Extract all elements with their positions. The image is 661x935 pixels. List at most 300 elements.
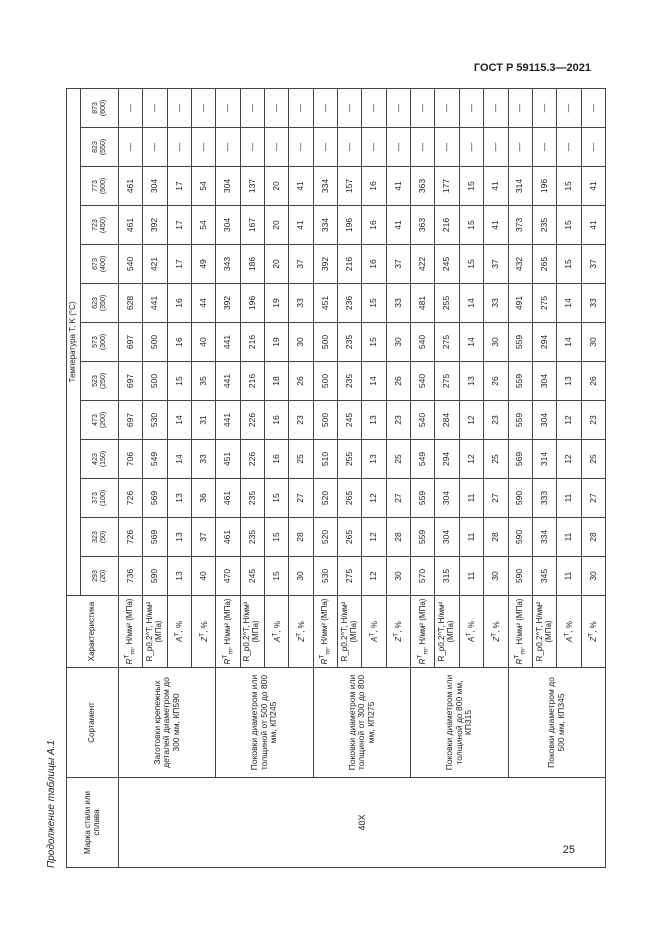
value-cell: 20 <box>265 167 289 206</box>
value-cell: 345 <box>532 557 556 596</box>
header-temp-0 <box>81 557 119 596</box>
value-cell: 275 <box>338 557 362 596</box>
value-cell: — <box>167 88 191 127</box>
value-cell: 25 <box>581 440 605 479</box>
value-cell: 13 <box>362 401 386 440</box>
value-cell: 736 <box>119 557 143 596</box>
value-cell: 304 <box>435 518 459 557</box>
table-body <box>119 88 606 867</box>
value-cell: — <box>119 88 143 127</box>
value-cell: 27 <box>484 479 508 518</box>
value-cell: — <box>289 128 313 167</box>
value-cell: 559 <box>508 362 532 401</box>
value-cell: 392 <box>216 284 240 323</box>
characteristic-label: $R^T_m$, Н/мм² (МПа) <box>415 598 430 665</box>
value-cell: — <box>484 88 508 127</box>
header-temp-9 <box>81 206 119 245</box>
value-cell: 500 <box>313 401 337 440</box>
characteristic-label: $R^T_m$, Н/мм² (МПа) <box>318 598 332 665</box>
characteristic-cell <box>143 596 167 668</box>
temp-celsius: (500) <box>99 177 107 195</box>
value-cell: 559 <box>508 323 532 362</box>
characteristic-label: $R^T_m$, Н/мм² (МПа) <box>221 598 235 665</box>
value-cell: 41 <box>581 167 605 206</box>
value-cell: 41 <box>386 167 410 206</box>
header-temp-7 <box>81 284 119 323</box>
value-cell: 54 <box>192 167 216 206</box>
value-cell: 16 <box>167 323 191 362</box>
table-row <box>508 88 532 867</box>
characteristic-cell <box>484 596 508 668</box>
characteristic-cell <box>265 596 289 668</box>
value-cell: — <box>411 88 435 127</box>
value-cell: 41 <box>386 206 410 245</box>
value-cell: — <box>484 128 508 167</box>
value-cell: 17 <box>167 167 191 206</box>
value-cell: 12 <box>459 401 483 440</box>
value-cell: 23 <box>581 401 605 440</box>
value-cell: 30 <box>484 557 508 596</box>
value-cell: 363 <box>411 206 435 245</box>
value-cell: 530 <box>313 557 337 596</box>
value-cell: 33 <box>289 284 313 323</box>
value-cell: 235 <box>532 206 556 245</box>
value-cell: 461 <box>216 518 240 557</box>
value-cell: — <box>435 128 459 167</box>
header-temp-6 <box>81 323 119 362</box>
value-cell: 334 <box>313 206 337 245</box>
value-cell: 28 <box>386 518 410 557</box>
value-cell: 235 <box>338 323 362 362</box>
value-cell: 13 <box>557 362 581 401</box>
value-cell: 697 <box>119 323 143 362</box>
value-cell: 27 <box>386 479 410 518</box>
value-cell: 13 <box>362 440 386 479</box>
characteristic-label: $Z^T$, % <box>197 621 209 642</box>
value-cell: 25 <box>386 440 410 479</box>
value-cell: 196 <box>240 284 264 323</box>
value-cell: 304 <box>216 206 240 245</box>
value-cell: 470 <box>216 557 240 596</box>
value-cell: 491 <box>508 284 532 323</box>
value-cell: 441 <box>216 401 240 440</box>
value-cell: 697 <box>119 362 143 401</box>
assortment-cell: Заготовки крепежных деталей диаметром до 300 мм, КП590 <box>119 668 216 778</box>
characteristic-label: $Z^T$, % <box>587 621 599 642</box>
value-cell: 304 <box>216 167 240 206</box>
value-cell: 14 <box>167 401 191 440</box>
value-cell: 35 <box>192 362 216 401</box>
value-cell: 41 <box>289 167 313 206</box>
characteristic-label: $A^T$, % <box>563 621 574 642</box>
value-cell: 255 <box>338 440 362 479</box>
value-cell: 37 <box>484 245 508 284</box>
value-cell: 540 <box>411 401 435 440</box>
value-cell: 461 <box>119 206 143 245</box>
value-cell: 19 <box>265 284 289 323</box>
value-cell: 16 <box>265 440 289 479</box>
value-cell: 30 <box>289 557 313 596</box>
value-cell: 177 <box>435 167 459 206</box>
value-cell: 275 <box>435 323 459 362</box>
value-cell: 31 <box>192 401 216 440</box>
value-cell: 13 <box>167 557 191 596</box>
characteristic-label: $A^T$, % <box>173 621 185 642</box>
value-cell: 28 <box>581 518 605 557</box>
value-cell: 11 <box>459 557 483 596</box>
value-cell: 23 <box>484 401 508 440</box>
characteristic-cell <box>289 596 313 668</box>
value-cell: — <box>216 128 240 167</box>
temp-celsius: (100) <box>99 489 107 507</box>
value-cell: 44 <box>192 284 216 323</box>
value-cell: 726 <box>119 518 143 557</box>
value-cell: 510 <box>313 440 337 479</box>
characteristic-label: R_p0,2^T, Н/мм² (МПа) <box>339 601 358 662</box>
value-cell: 167 <box>240 206 264 245</box>
value-cell: 245 <box>338 401 362 440</box>
value-cell: 590 <box>508 479 532 518</box>
value-cell: 186 <box>240 245 264 284</box>
value-cell: 49 <box>192 245 216 284</box>
value-cell: 13 <box>167 518 191 557</box>
assortment-cell: Поковки диаметром или толщиной от 500 до 800 мм, КП245 <box>216 668 313 778</box>
value-cell: 30 <box>581 323 605 362</box>
value-cell: 30 <box>386 323 410 362</box>
value-cell: 275 <box>435 362 459 401</box>
value-cell: 216 <box>240 362 264 401</box>
value-cell: 569 <box>508 440 532 479</box>
value-cell: 304 <box>532 401 556 440</box>
value-cell: 54 <box>192 206 216 245</box>
temp-kelvin: 673 <box>92 258 100 270</box>
value-cell: 392 <box>143 206 167 245</box>
value-cell: 33 <box>192 440 216 479</box>
value-cell: 27 <box>289 479 313 518</box>
value-cell: 15 <box>362 323 386 362</box>
value-cell: — <box>313 128 337 167</box>
value-cell: 461 <box>119 167 143 206</box>
value-cell: 30 <box>289 323 313 362</box>
value-cell: 15 <box>557 245 581 284</box>
value-cell: 540 <box>119 245 143 284</box>
value-cell: 26 <box>386 362 410 401</box>
value-cell: 37 <box>581 245 605 284</box>
value-cell: — <box>265 128 289 167</box>
temp-kelvin: 373 <box>92 492 100 504</box>
value-cell: 421 <box>143 245 167 284</box>
characteristic-cell <box>508 596 532 668</box>
temp-celsius: (200) <box>99 411 107 429</box>
grade-cell: 40Х <box>119 778 606 868</box>
value-cell: 540 <box>411 323 435 362</box>
value-cell: — <box>240 128 264 167</box>
value-cell: 36 <box>192 479 216 518</box>
value-cell: 559 <box>411 518 435 557</box>
value-cell: 500 <box>143 323 167 362</box>
value-cell: 549 <box>143 440 167 479</box>
value-cell: — <box>289 88 313 127</box>
value-cell: 37 <box>289 245 313 284</box>
characteristic-label: $Z^T$, % <box>490 621 501 642</box>
characteristic-label: $A^T$, % <box>465 621 477 642</box>
value-cell: 16 <box>265 401 289 440</box>
temp-kelvin: 623 <box>92 297 100 309</box>
value-cell: 15 <box>265 557 289 596</box>
value-cell: — <box>338 128 362 167</box>
header-grade: Марка стали или сплава <box>67 778 119 868</box>
header-temp-4 <box>81 401 119 440</box>
value-cell: 363 <box>411 167 435 206</box>
value-cell: 284 <box>435 401 459 440</box>
value-cell: 12 <box>362 518 386 557</box>
value-cell: 14 <box>557 323 581 362</box>
value-cell: 28 <box>289 518 313 557</box>
value-cell: 14 <box>557 284 581 323</box>
value-cell: 15 <box>265 518 289 557</box>
value-cell: — <box>532 128 556 167</box>
characteristic-label: $A^T$, % <box>270 621 282 642</box>
value-cell: 569 <box>143 479 167 518</box>
value-cell: — <box>581 128 605 167</box>
value-cell: 11 <box>459 518 483 557</box>
characteristic-cell <box>581 596 605 668</box>
value-cell: — <box>240 88 264 127</box>
value-cell: 28 <box>484 518 508 557</box>
value-cell: 15 <box>167 362 191 401</box>
value-cell: — <box>532 88 556 127</box>
value-cell: 441 <box>143 284 167 323</box>
assortment-cell: Поковки диаметром или толщиной от 300 до 800 мм, КП275 <box>313 668 410 778</box>
value-cell: 461 <box>216 479 240 518</box>
characteristic-cell <box>459 596 483 668</box>
characteristic-cell <box>532 596 556 668</box>
value-cell: — <box>508 128 532 167</box>
value-cell: — <box>386 128 410 167</box>
value-cell: 23 <box>386 401 410 440</box>
value-cell: 569 <box>143 518 167 557</box>
value-cell: 37 <box>192 518 216 557</box>
characteristic-cell <box>557 596 581 668</box>
temp-kelvin: 823 <box>92 141 100 153</box>
value-cell: 451 <box>216 440 240 479</box>
value-cell: 17 <box>167 206 191 245</box>
value-cell: 304 <box>435 479 459 518</box>
temp-celsius: (400) <box>99 255 107 273</box>
value-cell: 41 <box>581 206 605 245</box>
value-cell: 196 <box>338 206 362 245</box>
header-temp-8 <box>81 245 119 284</box>
value-cell: 15 <box>557 167 581 206</box>
value-cell: — <box>581 88 605 127</box>
value-cell: 373 <box>508 206 532 245</box>
temp-kelvin: 773 <box>92 180 100 192</box>
value-cell: 25 <box>289 440 313 479</box>
value-cell: 30 <box>386 557 410 596</box>
value-cell: — <box>313 88 337 127</box>
characteristic-cell <box>216 596 240 668</box>
value-cell: 15 <box>265 479 289 518</box>
value-cell: 235 <box>338 362 362 401</box>
value-cell: 422 <box>411 245 435 284</box>
value-cell: 41 <box>289 206 313 245</box>
document-standard-header: ГОСТ Р 59115.3—2021 <box>473 62 591 74</box>
value-cell: 12 <box>557 401 581 440</box>
value-cell: 26 <box>484 362 508 401</box>
value-cell: 137 <box>240 167 264 206</box>
temp-kelvin: 723 <box>92 219 100 231</box>
value-cell: 20 <box>265 245 289 284</box>
temp-kelvin: 423 <box>92 453 100 465</box>
value-cell: — <box>362 128 386 167</box>
value-cell: 16 <box>167 284 191 323</box>
value-cell: 196 <box>532 167 556 206</box>
value-cell: — <box>362 88 386 127</box>
value-cell: 14 <box>459 323 483 362</box>
value-cell: 500 <box>143 362 167 401</box>
value-cell: 314 <box>532 440 556 479</box>
page-number: 25 <box>562 844 575 856</box>
value-cell: 11 <box>557 479 581 518</box>
value-cell: 30 <box>484 323 508 362</box>
value-cell: 26 <box>581 362 605 401</box>
value-cell: 570 <box>411 557 435 596</box>
value-cell: 235 <box>240 518 264 557</box>
value-cell: 255 <box>435 284 459 323</box>
header-temp-12 <box>81 88 119 127</box>
rotated-table-area <box>46 88 606 868</box>
temp-celsius: (550) <box>99 138 107 156</box>
value-cell: — <box>216 88 240 127</box>
value-cell: 530 <box>143 401 167 440</box>
value-cell: 559 <box>508 401 532 440</box>
table-row <box>411 88 435 867</box>
value-cell: 216 <box>240 323 264 362</box>
temp-celsius: (150) <box>99 450 107 468</box>
value-cell: 18 <box>265 362 289 401</box>
assortment-cell: Поковки диаметром или толщиной до 800 мм, КП315 <box>411 668 508 778</box>
value-cell: 40 <box>192 323 216 362</box>
characteristic-label: R_p0,2^T, Н/мм² (МПа) <box>242 601 261 662</box>
value-cell: 314 <box>508 167 532 206</box>
characteristic-label: R_p0,2^T, Н/мм² (МПа) <box>437 601 456 662</box>
value-cell: 12 <box>459 440 483 479</box>
value-cell: 590 <box>508 557 532 596</box>
value-cell: — <box>192 128 216 167</box>
value-cell: — <box>459 88 483 127</box>
header-characteristic: Характеристика <box>67 596 119 668</box>
header-temp-1 <box>81 518 119 557</box>
value-cell: 706 <box>119 440 143 479</box>
value-cell: 15 <box>459 206 483 245</box>
value-cell: 12 <box>362 479 386 518</box>
value-cell: 16 <box>362 206 386 245</box>
temp-kelvin: 573 <box>92 336 100 348</box>
value-cell: 441 <box>216 323 240 362</box>
temp-celsius: (350) <box>99 294 107 312</box>
characteristic-cell <box>167 596 191 668</box>
value-cell: 265 <box>338 518 362 557</box>
value-cell: 549 <box>411 440 435 479</box>
value-cell: — <box>435 88 459 127</box>
value-cell: 14 <box>362 362 386 401</box>
header-temp-11 <box>81 128 119 167</box>
value-cell: — <box>338 88 362 127</box>
temp-celsius: (300) <box>99 333 107 351</box>
temp-kelvin: 873 <box>92 102 100 114</box>
characteristic-cell <box>435 596 459 668</box>
characteristic-cell <box>192 596 216 668</box>
value-cell: 333 <box>532 479 556 518</box>
value-cell: 540 <box>411 362 435 401</box>
value-cell: 559 <box>411 479 435 518</box>
temp-celsius: (20) <box>99 569 107 583</box>
value-cell: 14 <box>167 440 191 479</box>
characteristic-label: $A^T$, % <box>368 621 379 642</box>
header-temperature: Температура T, K (°C) <box>67 88 81 595</box>
value-cell: 590 <box>143 557 167 596</box>
header-temp-10 <box>81 167 119 206</box>
temp-kelvin: 323 <box>92 531 100 543</box>
value-cell: 12 <box>362 557 386 596</box>
value-cell: 500 <box>313 323 337 362</box>
characteristic-cell <box>338 596 362 668</box>
temp-celsius: (250) <box>99 372 107 390</box>
value-cell: 13 <box>459 362 483 401</box>
value-cell: 304 <box>532 362 556 401</box>
value-cell: 33 <box>484 284 508 323</box>
value-cell: 226 <box>240 440 264 479</box>
value-cell: — <box>459 128 483 167</box>
value-cell: — <box>386 88 410 127</box>
value-cell: 334 <box>313 167 337 206</box>
value-cell: — <box>265 88 289 127</box>
characteristic-cell <box>362 596 386 668</box>
characteristic-cell <box>386 596 410 668</box>
value-cell: 216 <box>435 206 459 245</box>
value-cell: 40 <box>192 557 216 596</box>
value-cell: 11 <box>459 479 483 518</box>
value-cell: 334 <box>532 518 556 557</box>
value-cell: — <box>143 88 167 127</box>
value-cell: 41 <box>484 167 508 206</box>
header-temp-2 <box>81 479 119 518</box>
header-temp-3 <box>81 440 119 479</box>
value-cell: — <box>557 128 581 167</box>
value-cell: — <box>167 128 191 167</box>
value-cell: 216 <box>338 245 362 284</box>
table-row <box>216 88 240 867</box>
value-cell: — <box>557 88 581 127</box>
characteristic-cell <box>119 596 143 668</box>
table-caption: Продолжение таблицы А.1 <box>46 740 57 868</box>
temp-celsius: (450) <box>99 216 107 234</box>
value-cell: 392 <box>313 245 337 284</box>
value-cell: 16 <box>362 167 386 206</box>
value-cell: 245 <box>435 245 459 284</box>
value-cell: — <box>192 88 216 127</box>
value-cell: 26 <box>289 362 313 401</box>
assortment-cell: Поковки диаметром до 500 мм, КП345 <box>508 668 606 778</box>
value-cell: 25 <box>484 440 508 479</box>
value-cell: 27 <box>581 479 605 518</box>
value-cell: 20 <box>265 206 289 245</box>
characteristic-label: R_p0,2^T, Н/мм² (МПа) <box>534 601 553 662</box>
value-cell: 236 <box>338 284 362 323</box>
table-row <box>119 88 143 867</box>
value-cell: 304 <box>143 167 167 206</box>
value-cell: 15 <box>459 245 483 284</box>
